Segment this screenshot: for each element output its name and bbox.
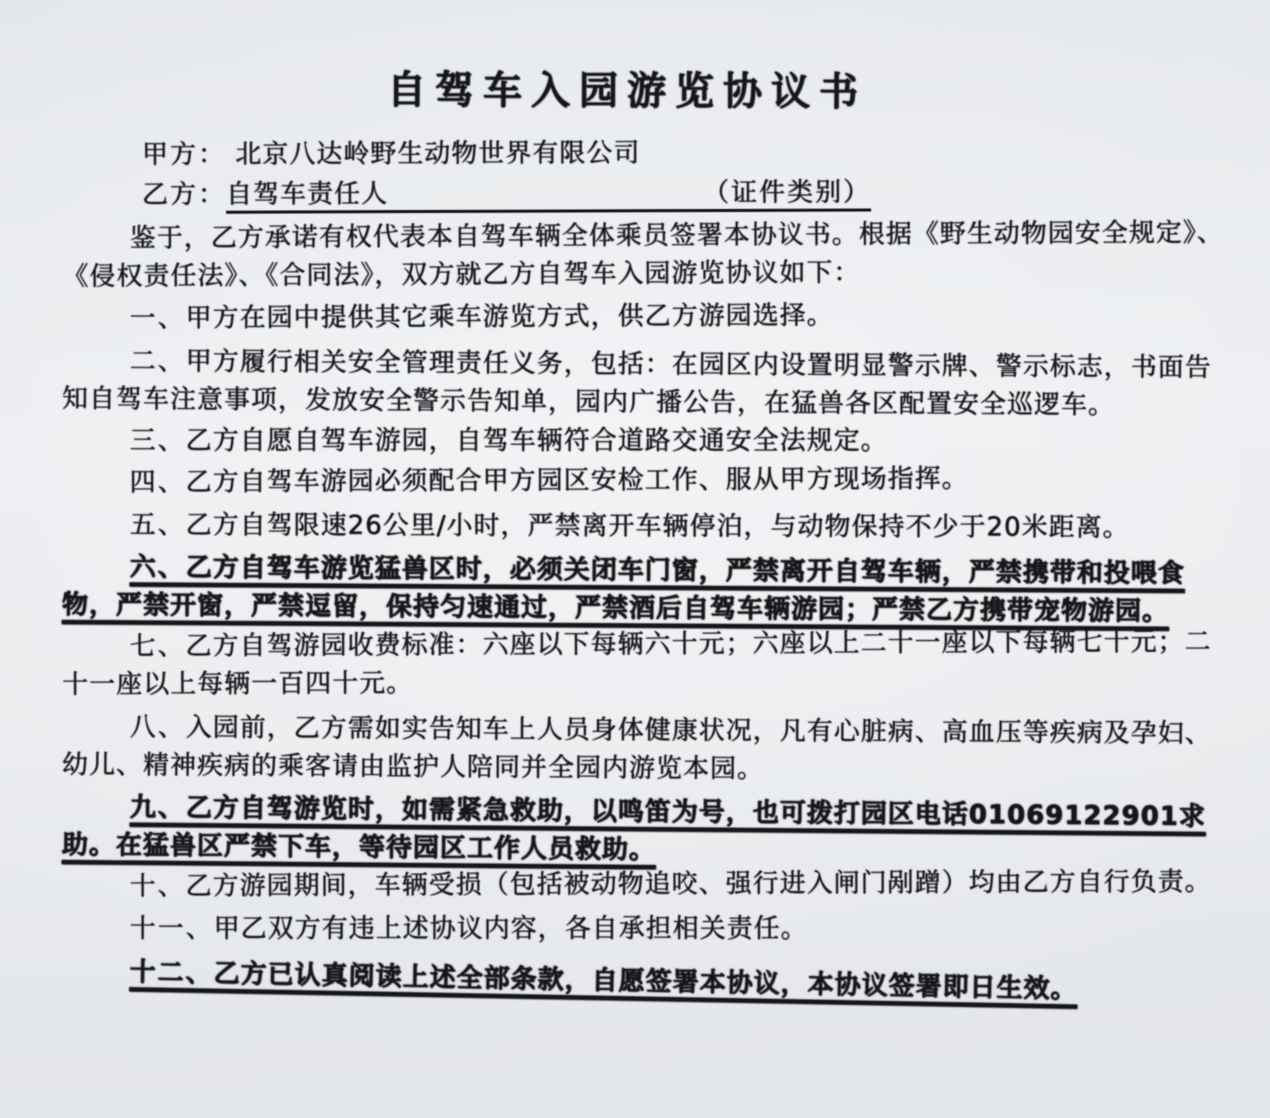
clause-list [61, 300, 1232, 1005]
clause-number: 四、 [129, 467, 186, 498]
party-b-label: 乙方： [141, 179, 227, 210]
clause-text: 乙方自愿自驾车游园，自驾车辆符合道路交通安全法规定。 [185, 426, 888, 456]
clause [62, 708, 1232, 791]
clause [62, 342, 1232, 425]
clause [62, 952, 1232, 1011]
party-b-name: 自驾车责任人 [225, 179, 389, 210]
document-title: 自驾车入园游览协议书 [386, 67, 868, 116]
clause-text: 甲乙双方有违上述协议内容，各自承担相关责任。 [213, 914, 808, 944]
clause [62, 623, 1232, 704]
clause-text: 乙方自驾车游览猛兽区时，必须关闭车门窗，严禁离开自驾车辆，严禁携带和投喂食物，严禁开窗，严禁逗留，保持匀速通过，严禁酒后自驾车辆游园；严禁乙方携带宠物游园。 [61, 552, 1185, 627]
clause [62, 295, 1232, 338]
clause-number: 三、 [129, 426, 186, 456]
clause-number: 六、 [129, 552, 186, 583]
clause-text: 乙方自驾游览时，如需紧急救助，以鸣笛为号，也可拨打园区电话01069122901求助。在猛兽区严禁下车，等待园区工作人员救助。 [61, 793, 1206, 866]
clause [62, 788, 1233, 874]
clause [62, 863, 1232, 906]
party-b-note: （证件类别） [702, 177, 872, 209]
party-b-underlined-section [226, 177, 871, 213]
clause-number: 七、 [129, 631, 186, 662]
party-a-line [142, 132, 1232, 174]
clause [62, 548, 1232, 631]
clause [62, 422, 1232, 460]
party-a-label: 甲方： [141, 139, 227, 170]
party-b-fill-in-blank [388, 200, 703, 202]
clause-text: 甲方履行相关安全管理责任义务，包括：在园区内设置明显警示牌、警示标志，书面告知自驾车注意事项，发放安全警示告知单，园内广播公告，在猛兽各区配置安全巡逻车。 [61, 346, 1212, 421]
clause-number: 五、 [129, 510, 186, 541]
clause-number: 二、 [129, 346, 186, 377]
clause-text: 入园前，乙方需如实告知车上人员身体健康状况，凡有心脏病、高血压等疾病及孕妇、幼儿、精神疾病的乘客请由监护人陪同并全园内游览本园。 [61, 712, 1212, 785]
clause-number: 十二、 [129, 957, 214, 989]
clause-number: 八、 [129, 712, 186, 743]
clause [62, 910, 1232, 948]
clause-text: 乙方已认真阅读上述全部条款，自愿签署本协议，本协议签署即日生效。 [213, 958, 1078, 1005]
clause-number: 十一、 [129, 914, 214, 944]
clause-text: 乙方自驾游园收费标准：六座以下每辆六十元；六座以上二十一座以下每辆七十元；二十一座以上每辆一百四十元。 [62, 626, 1212, 700]
clause-text: 乙方自驾限速26公里/小时，严禁离开车辆停泊，与动物保持不少于20米距离。 [185, 510, 1130, 543]
clause-number: 九、 [129, 792, 186, 824]
clause-text: 甲方在园中提供其它乘车游览方式，供乙方游园选择。 [185, 300, 834, 334]
party-b-line [142, 172, 1232, 214]
clause [62, 506, 1232, 547]
preamble-paragraph: 鉴于，乙方承诺有权代表本自驾车辆全体乘员签署本协议书。根据《野生动物园安全规定》、《侵权责任法》、《合同法》，双方就乙方自驾车入园游览协议如下： [62, 217, 1224, 292]
clause [62, 459, 1232, 502]
clause-number: 一、 [129, 303, 186, 334]
clause-text: 乙方游园期间，车辆受损（包括被动物追咬、强行进入闸门剐蹭）均由乙方自行负责。 [185, 866, 1212, 902]
clause-text: 乙方自驾车游园必须配合甲方园区安检工作、服从甲方现场指挥。 [185, 464, 969, 498]
clause-number: 十、 [129, 871, 186, 902]
party-a-name: 北京八达岭野生动物世界有限公司 [235, 138, 641, 170]
